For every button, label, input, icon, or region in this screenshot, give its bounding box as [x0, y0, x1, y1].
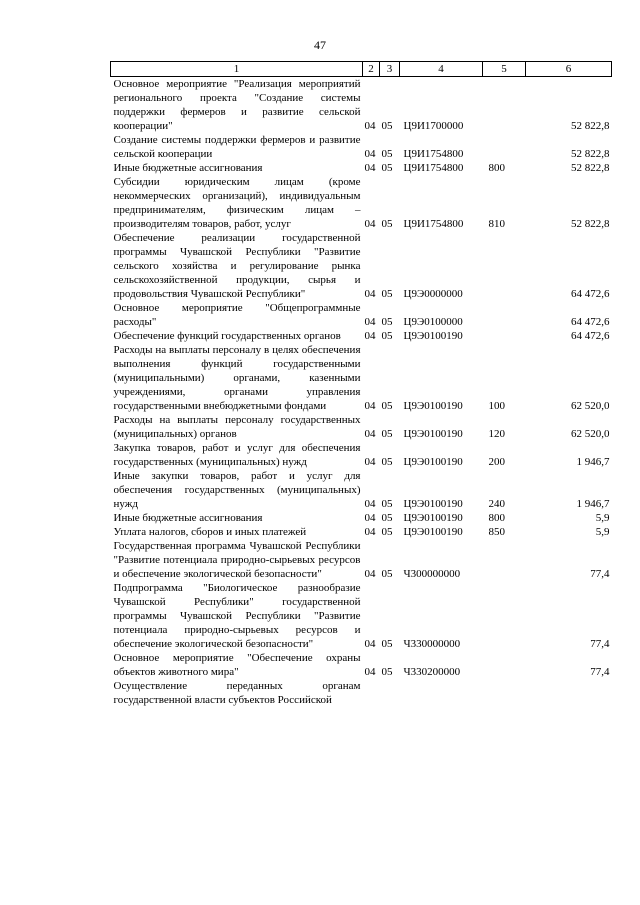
cell-subsection: 05: [381, 400, 393, 412]
cell-name: Иные бюджетные ассигнования: [113, 162, 263, 174]
cell-section: 04: [364, 512, 376, 524]
column-header-pr: 3: [380, 62, 400, 77]
cell-amount: 1 946,7: [576, 456, 610, 468]
cell-expense-type: [483, 133, 526, 161]
cell-subsection: 05: [381, 456, 393, 468]
table-row: [111, 581, 612, 651]
cell-subsection: 05: [381, 316, 393, 328]
cell-subsection: [380, 679, 400, 707]
cell-amount: 62 520,0: [571, 428, 610, 440]
cell-amount: 77,4: [590, 568, 610, 580]
cell-subsection: 05: [381, 120, 393, 132]
cell-name: Иные закупки товаров, работ и услуг для обеспечения государственных (муниципальных) нужд: [113, 470, 361, 510]
cell-section: 04: [364, 218, 376, 230]
cell-expense-type: 100: [488, 400, 505, 412]
cell-name: Обеспечение реализации государственной программы Чувашской Республики "Развитие сельского хозяйства и регулирование рынка сельскохозяйственной продукции, сырья и продовольствия Чувашской Республики": [113, 232, 361, 300]
table-row: [111, 539, 612, 581]
cell-name: Обеспечение функций государственных органов: [113, 330, 341, 342]
cell-section: [363, 679, 380, 707]
cell-target-article: Ц9Э0100000: [403, 316, 463, 328]
cell-target-article: Ч330000000: [403, 638, 461, 650]
cell-amount: 52 822,8: [571, 162, 610, 174]
cell-subsection: 05: [381, 512, 393, 524]
cell-name: Уплата налогов, сборов и иных платежей: [113, 526, 307, 538]
cell-name: Расходы на выплаты персоналу государственных (муниципальных) органов: [113, 414, 361, 440]
cell-target-article: Ц9Э0000000: [403, 288, 463, 300]
cell-name: Субсидии юридическим лицам (кроме некоммерческих организаций), индивидуальным предпринимателям, физическим лицам – производителям товаров, работ, услуг: [113, 176, 361, 230]
cell-subsection: 05: [381, 330, 393, 342]
cell-subsection: 05: [381, 568, 393, 580]
cell-target-article: [400, 679, 483, 707]
cell-amount: 1 946,7: [576, 498, 610, 510]
cell-section: 04: [364, 400, 376, 412]
cell-subsection: 05: [381, 638, 393, 650]
cell-expense-type: [483, 539, 526, 581]
table-row: [111, 441, 612, 469]
cell-section: 04: [364, 288, 376, 300]
cell-target-article: Ц9И1754800: [403, 148, 464, 160]
cell-amount: 77,4: [590, 666, 610, 678]
cell-amount: 77,4: [590, 638, 610, 650]
cell-name: Создание системы поддержки фермеров и развитие сельской кооперации: [113, 134, 361, 160]
table-body: [111, 77, 612, 708]
cell-section: 04: [364, 526, 376, 538]
column-header-sum: 6: [526, 62, 612, 77]
cell-subsection: 05: [381, 526, 393, 538]
cell-expense-type: [483, 77, 526, 134]
table-row: [111, 679, 612, 707]
cell-section: 04: [364, 162, 376, 174]
cell-target-article: Ц9Э0100190: [403, 512, 463, 524]
cell-amount: 52 822,8: [571, 218, 610, 230]
table-row: [111, 343, 612, 413]
cell-target-article: Ц9Э0100190: [403, 498, 463, 510]
cell-subsection: 05: [381, 148, 393, 160]
header-row: [111, 62, 612, 77]
cell-target-article: Ц9Э0100190: [403, 400, 463, 412]
cell-target-article: Ч330200000: [403, 666, 461, 678]
cell-target-article: Ц9Э0100190: [403, 456, 463, 468]
cell-amount: 64 472,6: [571, 330, 610, 342]
cell-target-article: Ц9И1754800: [403, 218, 464, 230]
cell-name: Расходы на выплаты персоналу в целях обеспечения выполнения функций государственными (муниципальными) органами, казенными учреждениями, органами управления государственными внебюджетными фондами: [113, 344, 361, 412]
cell-expense-type: 200: [488, 456, 505, 468]
table-row: [111, 161, 612, 175]
cell-expense-type: 800: [488, 162, 505, 174]
cell-expense-type: 240: [488, 498, 505, 510]
cell-amount: 52 822,8: [571, 120, 610, 132]
table-row: [111, 469, 612, 511]
cell-amount: 52 822,8: [571, 148, 610, 160]
table-row: [111, 301, 612, 329]
page-number: 47: [314, 38, 326, 52]
table-row: [111, 651, 612, 679]
cell-section: 04: [364, 120, 376, 132]
cell-expense-type: [483, 581, 526, 651]
cell-section: 04: [364, 330, 376, 342]
cell-expense-type: [483, 329, 526, 343]
budget-table: [110, 61, 612, 707]
cell-section: 04: [364, 316, 376, 328]
cell-expense-type: 810: [488, 218, 505, 230]
cell-section: 04: [364, 498, 376, 510]
cell-amount: [526, 679, 612, 707]
cell-subsection: 05: [381, 218, 393, 230]
cell-target-article: Ц9И1700000: [403, 120, 464, 132]
cell-name: Основное мероприятие "Обеспечение охраны объектов животного мира": [113, 652, 361, 678]
cell-expense-type: [483, 651, 526, 679]
cell-amount: 5,9: [595, 512, 610, 524]
cell-section: 04: [364, 456, 376, 468]
cell-subsection: 05: [381, 428, 393, 440]
cell-name: Иные бюджетные ассигнования: [113, 512, 263, 524]
table-row: [111, 511, 612, 525]
cell-amount: 64 472,6: [571, 316, 610, 328]
cell-name: Подпрограмма "Биологическое разнообразие Чувашской Республики" государственной программы Чувашской Республики "Развитие потенциала природно-сырьевых ресурсов и обеспечение экологической безопасности": [113, 582, 361, 650]
table-row: [111, 525, 612, 539]
cell-amount: 5,9: [595, 526, 610, 538]
cell-section: 04: [364, 148, 376, 160]
column-header-name: 1: [111, 62, 363, 77]
cell-subsection: 05: [381, 288, 393, 300]
table-row: [111, 77, 612, 134]
cell-expense-type: 120: [488, 428, 505, 440]
table-row: [111, 175, 612, 231]
cell-section: 04: [364, 666, 376, 678]
cell-target-article: Ц9И1754800: [403, 162, 464, 174]
cell-target-article: Ц9Э0100190: [403, 526, 463, 538]
cell-target-article: Ц9Э0100190: [403, 428, 463, 440]
cell-name: Основное мероприятие "Реализация мероприятий регионального проекта "Создание системы поддержки фермеров и развитие сельской кооперации": [113, 78, 361, 132]
cell-subsection: 05: [381, 666, 393, 678]
cell-section: 04: [364, 568, 376, 580]
cell-expense-type: 850: [488, 526, 505, 538]
cell-expense-type: [483, 301, 526, 329]
cell-amount: 62 520,0: [571, 400, 610, 412]
cell-amount: 64 472,6: [571, 288, 610, 300]
table-row: [111, 329, 612, 343]
cell-target-article: Ц9Э0100190: [403, 330, 463, 342]
column-header-vr: 5: [483, 62, 526, 77]
cell-subsection: 05: [381, 162, 393, 174]
table-row: [111, 231, 612, 301]
table-row: [111, 133, 612, 161]
cell-expense-type: [483, 231, 526, 301]
cell-name: Основное мероприятие "Общепрограммные расходы": [113, 302, 361, 328]
cell-subsection: 05: [381, 498, 393, 510]
cell-target-article: Ч300000000: [403, 568, 461, 580]
cell-section: 04: [364, 428, 376, 440]
cell-name: Осуществление переданных органам государственной власти субъектов Российской: [113, 680, 361, 706]
column-header-rz: 2: [363, 62, 380, 77]
cell-expense-type: 800: [488, 512, 505, 524]
cell-name: Государственная программа Чувашской Республики "Развитие потенциала природно-сырьевых ресурсов и обеспечение экологической безопасности": [113, 540, 361, 580]
table-row: [111, 413, 612, 441]
cell-name: Закупка товаров, работ и услуг для обеспечения государственных (муниципальных) нужд: [113, 442, 361, 468]
column-header-csr: 4: [400, 62, 483, 77]
cell-expense-type: [483, 679, 526, 707]
cell-section: 04: [364, 638, 376, 650]
